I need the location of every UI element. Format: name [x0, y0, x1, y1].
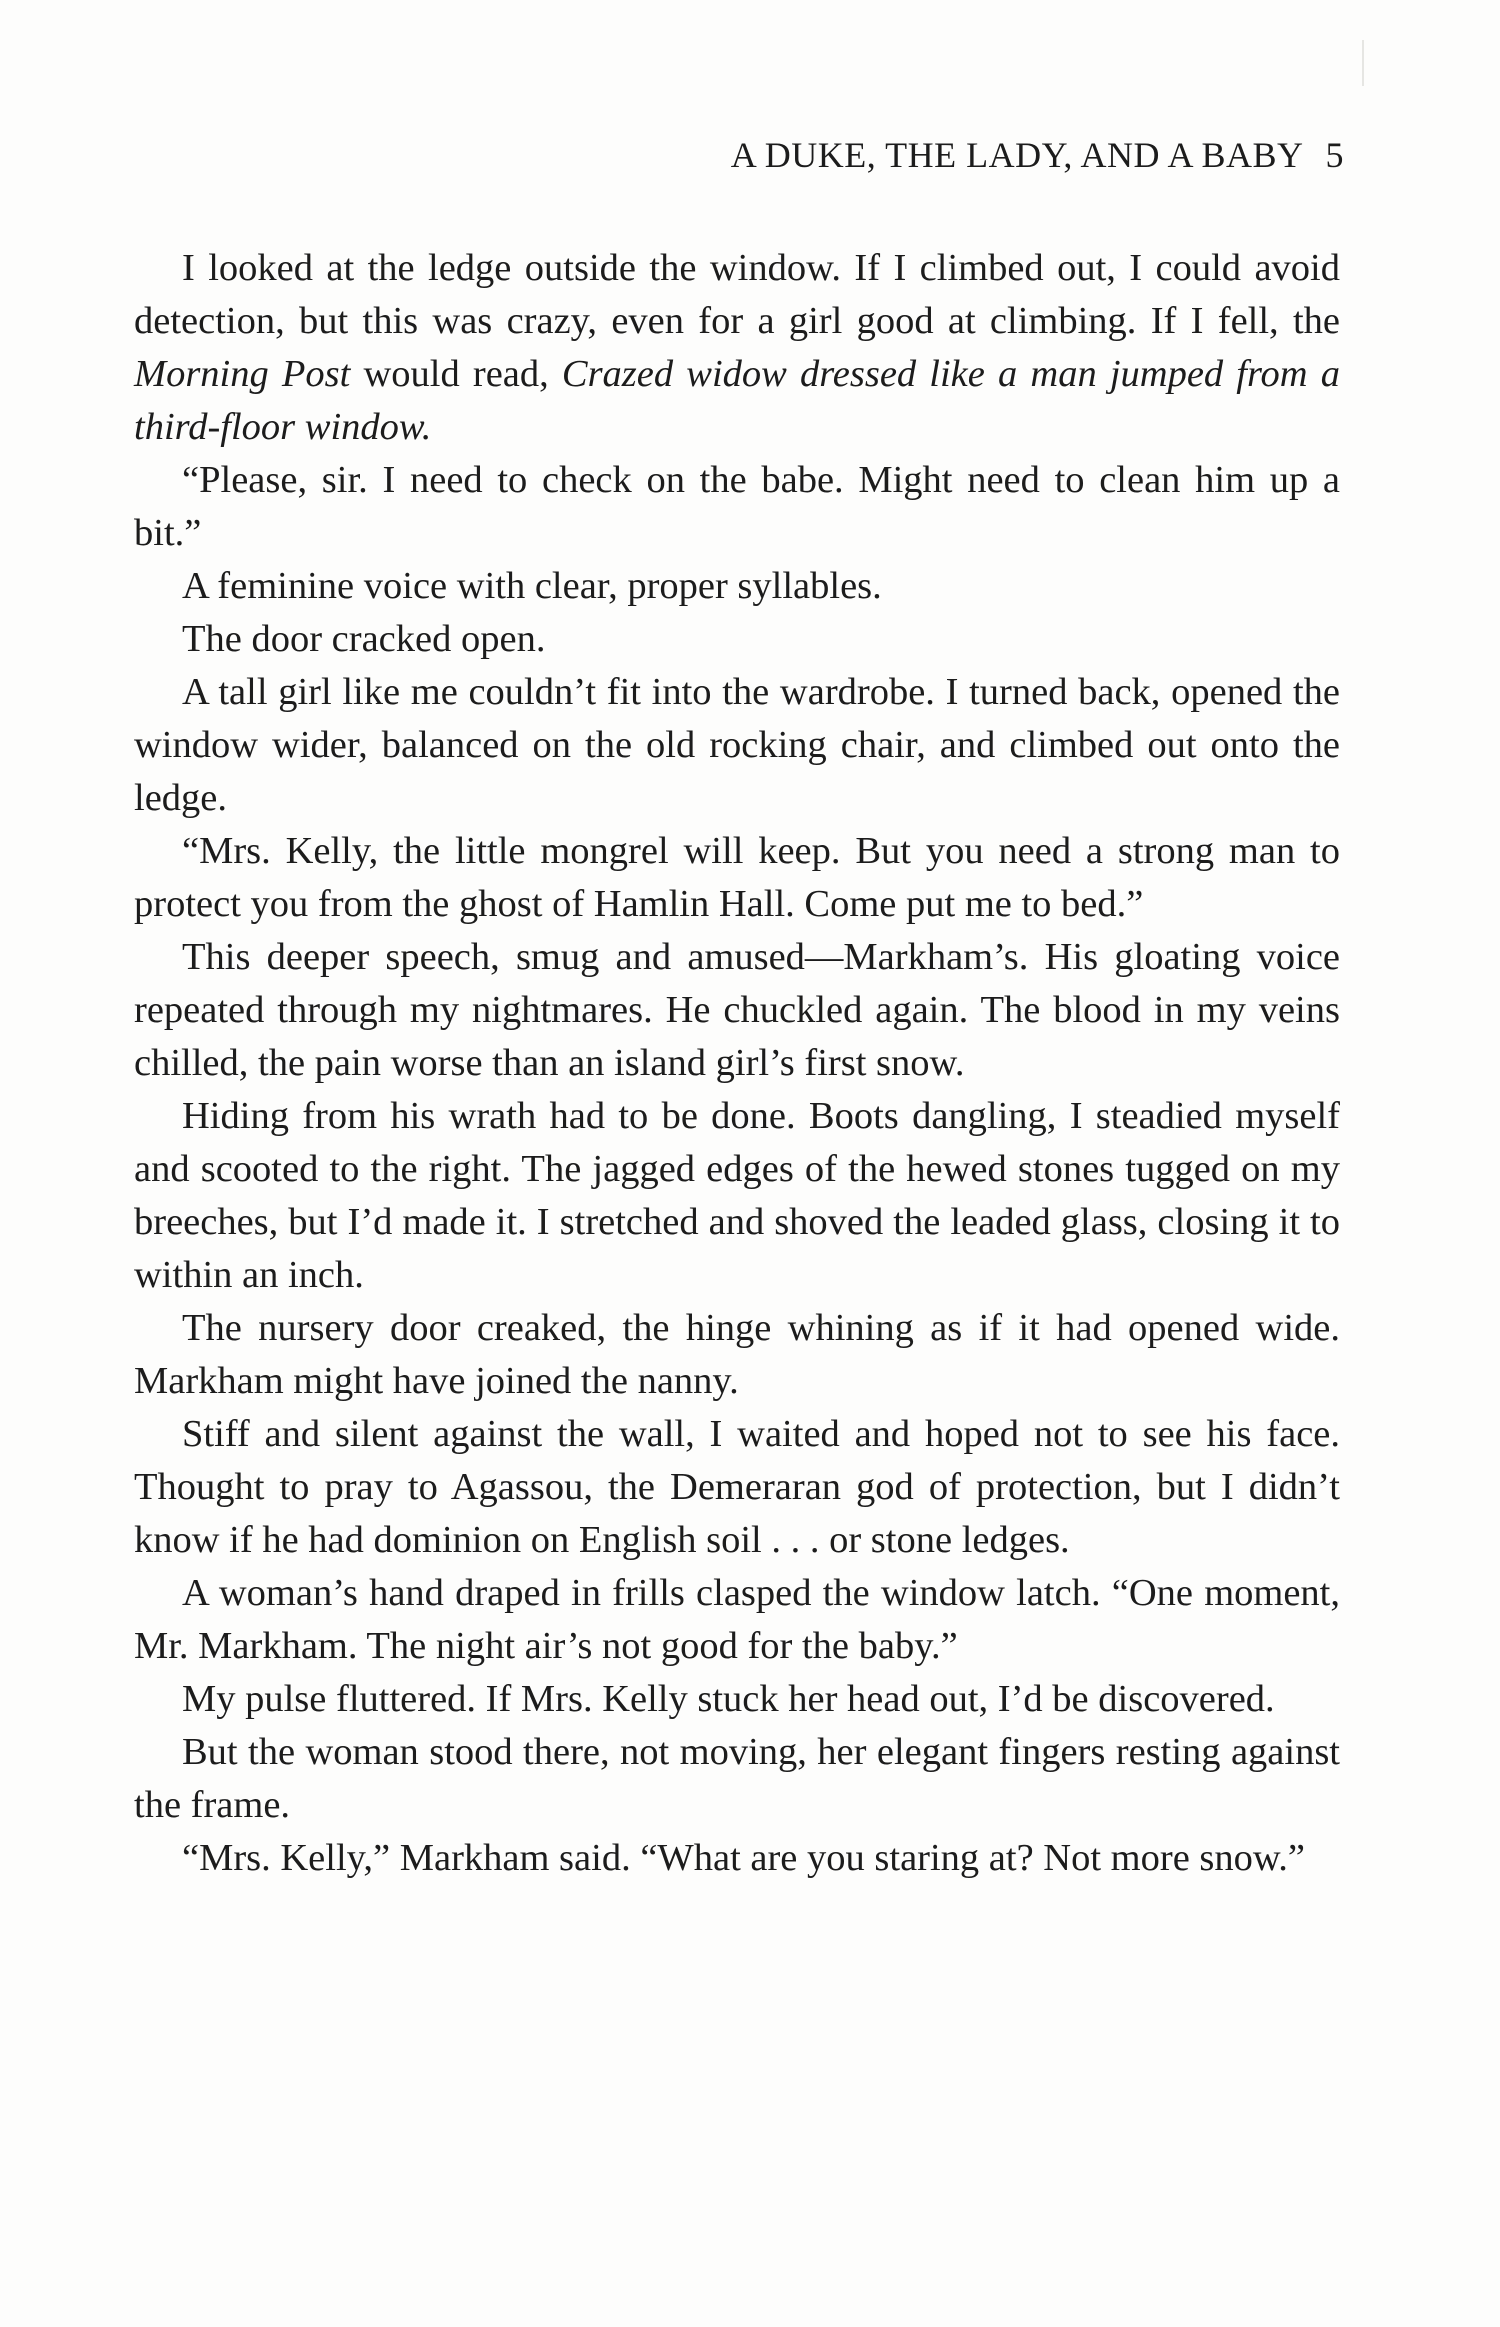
- text-run: Stiff and silent against the wall, I waited and hoped not to see his face. Thought to pray to Agassou, the Demeraran god of protection, but I didn’t know if he had dominion on English soil . . . or stone ledges.: [134, 1413, 1340, 1561]
- text-run: A woman’s hand draped in frills clasped the window latch. “One moment, Mr. Markham. The night air’s not good for the baby.”: [134, 1572, 1340, 1667]
- paragraph: [134, 1832, 1340, 1885]
- body-text: [134, 242, 1340, 1885]
- paragraph: [134, 825, 1340, 931]
- paragraph: [134, 1567, 1340, 1673]
- text-run: This deeper speech, smug and amused—Markham’s. His gloating voice repeated through my nightmares. He chuckled again. The blood in my veins chilled, the pain worse than an island girl’s first snow.: [134, 936, 1340, 1084]
- paragraph: [134, 1090, 1340, 1302]
- paragraph: [134, 1302, 1340, 1408]
- italic-text: Morning Post: [134, 353, 351, 395]
- text-run: Hiding from his wrath had to be done. Boots dangling, I steadied myself and scooted to the right. The jagged edges of the hewed stones tugged on my breeches, but I’d made it. I stretched and shoved the leaded glass, closing it to within an inch.: [134, 1095, 1340, 1296]
- paragraph: [134, 1673, 1340, 1726]
- text-run: My pulse fluttered. If Mrs. Kelly stuck her head out, I’d be discovered.: [182, 1678, 1275, 1720]
- text-run: A tall girl like me couldn’t fit into the wardrobe. I turned back, opened the window wider, balanced on the old rocking chair, and climbed out onto the ledge.: [134, 671, 1340, 819]
- paragraph: [134, 242, 1340, 454]
- paragraph: [134, 1408, 1340, 1567]
- text-run: The door cracked open.: [182, 618, 546, 660]
- paragraph: [134, 1726, 1340, 1832]
- paragraph: [134, 931, 1340, 1090]
- running-head-title: A DUKE, THE LADY, AND A BABY: [730, 135, 1304, 175]
- paragraph: [134, 666, 1340, 825]
- text-run: I looked at the ledge outside the window. If I climbed out, I could avoid detection, but this was crazy, even for a girl good at climbing. If I fell, the: [134, 247, 1340, 342]
- text-run: “Mrs. Kelly,” Markham said. “What are you staring at? Not more snow.”: [182, 1837, 1305, 1879]
- text-run: “Please, sir. I need to check on the babe. Might need to clean him up a bit.”: [134, 459, 1340, 554]
- page-number: 5: [1325, 135, 1344, 175]
- text-run: The nursery door creaked, the hinge whining as if it had opened wide. Markham might have joined the nanny.: [134, 1307, 1340, 1402]
- scan-mark: [1362, 40, 1364, 86]
- paragraph: [134, 454, 1340, 560]
- text-run: But the woman stood there, not moving, her elegant fingers resting against the frame.: [134, 1731, 1340, 1826]
- italic-text: Crazed widow dressed like a man jumped from a third-floor window.: [134, 353, 1341, 448]
- paragraph: [134, 560, 1340, 613]
- text-run: A feminine voice with clear, proper syllables.: [182, 565, 882, 607]
- paragraph: [134, 613, 1340, 666]
- running-head: [731, 134, 1344, 176]
- text-run: would read,: [350, 353, 562, 395]
- text-run: “Mrs. Kelly, the little mongrel will keep. But you need a strong man to protect you from the ghost of Hamlin Hall. Come put me to bed.”: [134, 830, 1340, 925]
